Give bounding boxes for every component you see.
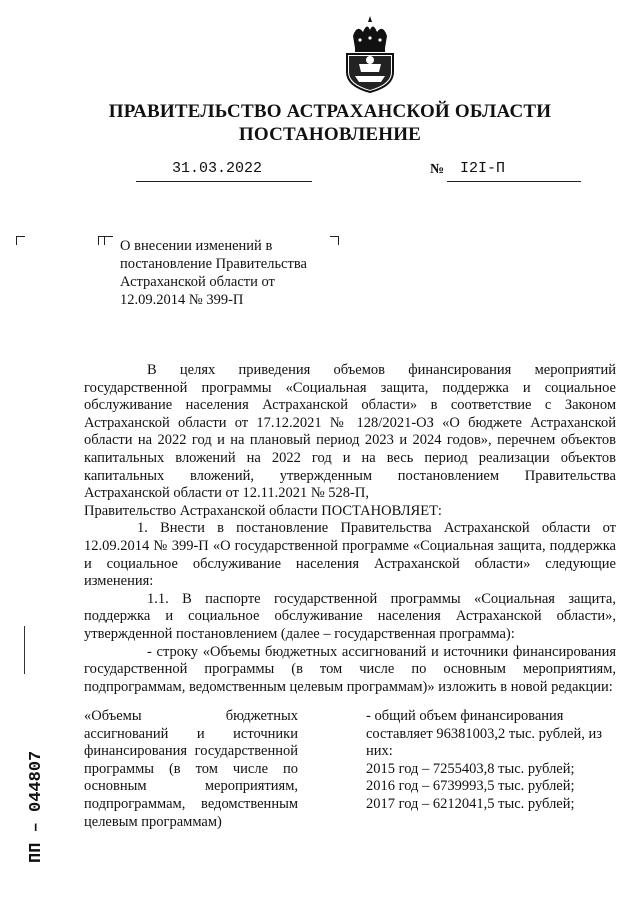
date-underline — [136, 181, 312, 182]
corner-mark-left-inner — [104, 236, 113, 245]
funding-table-left-cell: «Объемы бюджетных ассигнований и источники финансирования государственной программы (в том числе по основным мероприятиям, подпрограммам, ведомственным целевым программам) — [84, 708, 298, 830]
item-1-paragraph: 1. Внести в постановление Правительства Астраханской области от 12.09.2014 № 399-П «О государственной программе «Социальная защита, поддержка и социальное обслуживание населения Астраханской области» следующие изменения: — [84, 520, 616, 590]
bullet-paragraph: - строку «Объемы бюджетных ассигнований и источники финансирования государственной программы (в том числе по основным мероприятиям, подпрограммам, ведомственным целевым программам)» изложить в новой редакции: — [84, 643, 616, 695]
doc-type-title: ПОСТАНОВЛЕНИЕ — [238, 124, 422, 145]
doc-date: 31.03.2022 — [172, 160, 263, 177]
coat-of-arms-icon — [343, 14, 397, 94]
funding-total: - общий объем финансирования составляет 96381003,2 тыс. рублей, из них: — [366, 708, 602, 760]
decree-line: Правительство Астраханской области ПОСТАНОВЛЯЕТ: — [84, 502, 442, 519]
side-margin-line — [24, 626, 25, 674]
side-serial-code — [14, 705, 48, 865]
preamble-paragraph: В целях приведения объемов финансирования мероприятий государственной программы «Социальная защита, поддержка и социальное обслуживание населения Астраханской области» в соответствие с Законом Астраханской области от 17.12.2021 № 128/2021-ОЗ «О бюджете Астраханской области на 2022 год и на плановый период 2023 и 2024 годов», перечнем объектов капитальных вложений на 2022 год и на весь период реализации объектов капитальных вложений, утвержденным постановлением Правительства Астраханской области от 12.11.2021 № 528-П, — [84, 362, 616, 502]
doc-number: I2I-П — [460, 160, 506, 177]
funding-year-2017: 2017 год – 6212041,5 тыс. рублей; — [366, 795, 575, 812]
funding-table-right-cell — [366, 708, 616, 814]
funding-year-2015: 2015 год – 7255403,8 тыс. рублей; — [366, 760, 575, 777]
doc-body — [84, 362, 616, 696]
org-title: ПРАВИТЕЛЬСТВО АСТРАХАНСКОЙ ОБЛАСТИ — [108, 101, 552, 122]
number-underline — [447, 181, 581, 182]
item-1-1-paragraph: 1.1. В паспорте государственной программы «Социальная защита, поддержка и социальное обслуживание населения Астраханской области», утвержденной постановлением (далее – государственная программа): — [84, 590, 616, 642]
funding-year-2016: 2016 год – 6739993,5 тыс. рублей; — [366, 778, 575, 795]
side-serial-text: ПП – 044807 — [27, 750, 46, 863]
corner-mark-outer — [16, 236, 25, 245]
number-sign: № — [430, 162, 445, 177]
doc-subject: О внесении изменений в постановление Правительства Астраханской области от 12.09.2014 № 399-П — [120, 238, 307, 308]
